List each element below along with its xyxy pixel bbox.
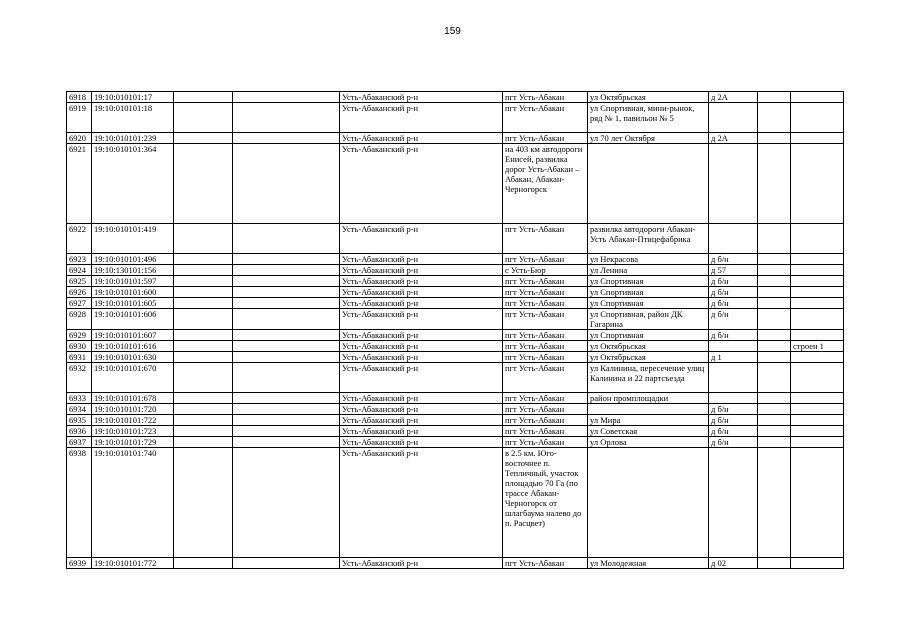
settlement-cell: пгт Усть-Абакан: [503, 309, 588, 330]
building-cell: [791, 330, 844, 341]
building-cell: [791, 265, 844, 276]
blank-cell: [233, 103, 340, 133]
building-cell: [791, 393, 844, 404]
building-cell: [791, 92, 844, 103]
blank-cell: [758, 415, 791, 426]
blank-cell: [233, 437, 340, 448]
record-number-cell: 6935: [67, 415, 92, 426]
settlement-cell: пгт Усть-Абакан: [503, 437, 588, 448]
record-number-cell: 6923: [67, 254, 92, 265]
district-cell: Усть-Абаканский р-н: [340, 133, 503, 144]
blank-cell: [174, 144, 233, 224]
table-row: [67, 404, 844, 415]
blank-cell: [233, 393, 340, 404]
building-cell: [791, 276, 844, 287]
table-row: [67, 265, 844, 276]
street-cell: ул Октябрьская: [588, 341, 709, 352]
house-cell: [709, 363, 758, 393]
table-row: [67, 287, 844, 298]
cadastral-number-cell: 19:10:010101:720: [92, 404, 174, 415]
table-row: [67, 415, 844, 426]
cadastral-number-cell: 19:10:010101:740: [92, 448, 174, 558]
blank-cell: [758, 144, 791, 224]
table-row: [67, 144, 844, 224]
cadastral-number-cell: 19:10:010101:605: [92, 298, 174, 309]
settlement-cell: пгт Усть-Абакан: [503, 330, 588, 341]
blank-cell: [174, 224, 233, 254]
settlement-cell: с Усть-Бюр: [503, 265, 588, 276]
settlement-cell: пгт Усть-Абакан: [503, 224, 588, 254]
blank-cell: [233, 558, 340, 569]
record-number-cell: 6926: [67, 287, 92, 298]
house-cell: [709, 103, 758, 133]
record-number-cell: 6925: [67, 276, 92, 287]
district-cell: Усть-Абаканский р-н: [340, 363, 503, 393]
blank-cell: [758, 393, 791, 404]
district-cell: Усть-Абаканский р-н: [340, 298, 503, 309]
record-number-cell: 6933: [67, 393, 92, 404]
record-number-cell: 6939: [67, 558, 92, 569]
street-cell: ул Некрасова: [588, 254, 709, 265]
building-cell: [791, 133, 844, 144]
table-row: [67, 133, 844, 144]
street-cell: ул Октябрьская: [588, 92, 709, 103]
cadastral-number-cell: 19:10:010101:597: [92, 276, 174, 287]
blank-cell: [174, 437, 233, 448]
settlement-cell: пгт Усть-Абакан: [503, 404, 588, 415]
house-cell: д б/н: [709, 330, 758, 341]
street-cell: ул Спортивная, район ДК Гагарина: [588, 309, 709, 330]
settlement-cell: пгт Усть-Абакан: [503, 352, 588, 363]
house-cell: д б/н: [709, 437, 758, 448]
blank-cell: [174, 448, 233, 558]
street-cell: район промплощадки: [588, 393, 709, 404]
blank-cell: [758, 363, 791, 393]
street-cell: ул Спортивная: [588, 276, 709, 287]
street-cell: [588, 448, 709, 558]
building-cell: [791, 298, 844, 309]
blank-cell: [174, 415, 233, 426]
district-cell: Усть-Абаканский р-н: [340, 404, 503, 415]
building-cell: [791, 224, 844, 254]
house-cell: д б/н: [709, 415, 758, 426]
house-cell: [709, 448, 758, 558]
building-cell: [791, 415, 844, 426]
cadastral-number-cell: 19:10:130101:156: [92, 265, 174, 276]
street-cell: ул Спортивная: [588, 330, 709, 341]
cadastral-number-cell: 19:10:010101:239: [92, 133, 174, 144]
blank-cell: [233, 448, 340, 558]
blank-cell: [174, 133, 233, 144]
building-cell: [791, 309, 844, 330]
blank-cell: [758, 558, 791, 569]
blank-cell: [174, 265, 233, 276]
blank-cell: [174, 352, 233, 363]
cadastral-number-cell: 19:10:010101:419: [92, 224, 174, 254]
street-cell: ул Октябрьская: [588, 352, 709, 363]
record-number-cell: 6937: [67, 437, 92, 448]
blank-cell: [233, 404, 340, 415]
blank-cell: [233, 224, 340, 254]
table-row: [67, 558, 844, 569]
street-cell: ул 70 лет Октября: [588, 133, 709, 144]
building-cell: [791, 144, 844, 224]
district-cell: Усть-Абаканский р-н: [340, 254, 503, 265]
street-cell: ул Орлова: [588, 437, 709, 448]
record-number-cell: 6927: [67, 298, 92, 309]
blank-cell: [758, 437, 791, 448]
house-cell: д 02: [709, 558, 758, 569]
house-cell: [709, 393, 758, 404]
cadastral-number-cell: 19:10:010101:729: [92, 437, 174, 448]
table-row: [67, 352, 844, 363]
record-number-cell: 6928: [67, 309, 92, 330]
building-cell: [791, 352, 844, 363]
building-cell: [791, 558, 844, 569]
blank-cell: [174, 276, 233, 287]
cadastral-number-cell: 19:10:010101:772: [92, 558, 174, 569]
blank-cell: [174, 103, 233, 133]
district-cell: Усть-Абаканский р-н: [340, 393, 503, 404]
settlement-cell: пгт Усть-Абакан: [503, 133, 588, 144]
page-number: 159: [444, 26, 461, 37]
blank-cell: [758, 133, 791, 144]
house-cell: д б/н: [709, 426, 758, 437]
cadastral-number-cell: 19:10:010101:723: [92, 426, 174, 437]
district-cell: Усть-Абаканский р-н: [340, 92, 503, 103]
table-row: [67, 448, 844, 558]
house-cell: д 2А: [709, 133, 758, 144]
building-cell: [791, 448, 844, 558]
table-row: [67, 276, 844, 287]
blank-cell: [233, 92, 340, 103]
blank-cell: [233, 341, 340, 352]
settlement-cell: на 403 км автодороги Енисей, развилка дорог Усть-Абакан – Абакан, Абакан-Черногорск: [503, 144, 588, 224]
street-cell: [588, 144, 709, 224]
settlement-cell: пгт Усть-Абакан: [503, 254, 588, 265]
record-number-cell: 6929: [67, 330, 92, 341]
settlement-cell: пгт Усть-Абакан: [503, 558, 588, 569]
settlement-cell: пгт Усть-Абакан: [503, 276, 588, 287]
settlement-cell: пгт Усть-Абакан: [503, 103, 588, 133]
table-row: [67, 393, 844, 404]
blank-cell: [758, 103, 791, 133]
blank-cell: [233, 309, 340, 330]
cadastral-number-cell: 19:10:010101:722: [92, 415, 174, 426]
blank-cell: [758, 309, 791, 330]
cadastral-number-cell: 19:10:010101:616: [92, 341, 174, 352]
house-cell: д б/н: [709, 287, 758, 298]
blank-cell: [174, 298, 233, 309]
house-cell: д б/н: [709, 254, 758, 265]
cadastral-number-cell: 19:10:010101:600: [92, 287, 174, 298]
blank-cell: [174, 558, 233, 569]
record-number-cell: 6924: [67, 265, 92, 276]
house-cell: д б/н: [709, 276, 758, 287]
house-cell: д б/н: [709, 404, 758, 415]
district-cell: Усть-Абаканский р-н: [340, 448, 503, 558]
table-row: [67, 224, 844, 254]
building-cell: [791, 426, 844, 437]
street-cell: ул Молодежная: [588, 558, 709, 569]
house-cell: д 57: [709, 265, 758, 276]
record-number-cell: 6936: [67, 426, 92, 437]
blank-cell: [174, 363, 233, 393]
street-cell: ул Ленина: [588, 265, 709, 276]
blank-cell: [174, 404, 233, 415]
table-row: [67, 309, 844, 330]
table-row: [67, 341, 844, 352]
street-cell: ул Мира: [588, 415, 709, 426]
table-row: [67, 330, 844, 341]
record-number-cell: 6932: [67, 363, 92, 393]
street-cell: ул Спортивная: [588, 287, 709, 298]
house-cell: д 1: [709, 352, 758, 363]
table-row: [67, 437, 844, 448]
building-cell: [791, 287, 844, 298]
blank-cell: [758, 254, 791, 265]
settlement-cell: пгт Усть-Абакан: [503, 298, 588, 309]
district-cell: Усть-Абаканский р-н: [340, 287, 503, 298]
record-number-cell: 6930: [67, 341, 92, 352]
blank-cell: [174, 254, 233, 265]
record-number-cell: 6922: [67, 224, 92, 254]
table-row: [67, 92, 844, 103]
table-row: [67, 298, 844, 309]
blank-cell: [233, 276, 340, 287]
record-number-cell: 6920: [67, 133, 92, 144]
settlement-cell: пгт Усть-Абакан: [503, 92, 588, 103]
blank-cell: [758, 276, 791, 287]
blank-cell: [174, 393, 233, 404]
blank-cell: [758, 298, 791, 309]
record-number-cell: 6938: [67, 448, 92, 558]
cadastral-number-cell: 19:10:010101:607: [92, 330, 174, 341]
district-cell: Усть-Абаканский р-н: [340, 341, 503, 352]
blank-cell: [174, 330, 233, 341]
blank-cell: [758, 426, 791, 437]
blank-cell: [233, 363, 340, 393]
cadastral-number-cell: 19:10:010101:606: [92, 309, 174, 330]
house-cell: [709, 144, 758, 224]
blank-cell: [233, 144, 340, 224]
district-cell: Усть-Абаканский р-н: [340, 309, 503, 330]
settlement-cell: пгт Усть-Абакан: [503, 341, 588, 352]
table-row: [67, 426, 844, 437]
cadastral-number-cell: 19:10:010101:670: [92, 363, 174, 393]
settlement-cell: пгт Усть-Абакан: [503, 426, 588, 437]
blank-cell: [174, 309, 233, 330]
record-number-cell: 6918: [67, 92, 92, 103]
street-cell: ул Спортивная, мини-рынок, ряд № 1, павильон № 5: [588, 103, 709, 133]
building-cell: [791, 103, 844, 133]
street-cell: развилка автодороги Абакан-Усть Абакан-Птицефабрика: [588, 224, 709, 254]
district-cell: Усть-Абаканский р-н: [340, 426, 503, 437]
street-cell: ул Спортивная: [588, 298, 709, 309]
settlement-cell: пгт Усть-Абакан: [503, 415, 588, 426]
cadastral-number-cell: 19:10:010101:17: [92, 92, 174, 103]
blank-cell: [233, 287, 340, 298]
blank-cell: [233, 426, 340, 437]
blank-cell: [233, 415, 340, 426]
district-cell: Усть-Абаканский р-н: [340, 144, 503, 224]
cadastral-number-cell: 19:10:010101:364: [92, 144, 174, 224]
blank-cell: [758, 448, 791, 558]
blank-cell: [233, 352, 340, 363]
district-cell: Усть-Абаканский р-н: [340, 415, 503, 426]
cadastral-number-cell: 19:10:010101:678: [92, 393, 174, 404]
blank-cell: [758, 352, 791, 363]
blank-cell: [233, 254, 340, 265]
house-cell: [709, 341, 758, 352]
building-cell: [791, 363, 844, 393]
registry-table: [66, 91, 844, 569]
blank-cell: [233, 298, 340, 309]
cadastral-number-cell: 19:10:010101:18: [92, 103, 174, 133]
blank-cell: [758, 404, 791, 415]
blank-cell: [174, 341, 233, 352]
table-row: [67, 254, 844, 265]
building-cell: [791, 437, 844, 448]
district-cell: Усть-Абаканский р-н: [340, 558, 503, 569]
district-cell: Усть-Абаканский р-н: [340, 265, 503, 276]
blank-cell: [174, 287, 233, 298]
district-cell: Усть-Абаканский р-н: [340, 437, 503, 448]
district-cell: Усть-Абаканский р-н: [340, 103, 503, 133]
settlement-cell: пгт Усть-Абакан: [503, 363, 588, 393]
blank-cell: [174, 426, 233, 437]
blank-cell: [174, 92, 233, 103]
blank-cell: [758, 224, 791, 254]
record-number-cell: 6921: [67, 144, 92, 224]
record-number-cell: 6931: [67, 352, 92, 363]
blank-cell: [758, 330, 791, 341]
settlement-cell: пгт Усть-Абакан: [503, 393, 588, 404]
table-row: [67, 103, 844, 133]
blank-cell: [758, 265, 791, 276]
building-cell: [791, 254, 844, 265]
blank-cell: [233, 265, 340, 276]
district-cell: Усть-Абаканский р-н: [340, 276, 503, 287]
street-cell: ул Калинина, пересечение улиц Калинина и 22 партсъезда: [588, 363, 709, 393]
settlement-cell: в 2.5 км. Юго-восточнее п. Тепличный, участок площадью 70 Га (по трассе Абакан-Черногорск от шлагбаума налево до п. Расцвет): [503, 448, 588, 558]
house-cell: д 2А: [709, 92, 758, 103]
district-cell: Усть-Абаканский р-н: [340, 352, 503, 363]
street-cell: [588, 404, 709, 415]
record-number-cell: 6934: [67, 404, 92, 415]
table-row: [67, 363, 844, 393]
blank-cell: [758, 287, 791, 298]
district-cell: Усть-Абаканский р-н: [340, 330, 503, 341]
house-cell: д б/н: [709, 309, 758, 330]
record-number-cell: 6919: [67, 103, 92, 133]
cadastral-number-cell: 19:10:010101:630: [92, 352, 174, 363]
building-cell: строен 1: [791, 341, 844, 352]
house-cell: д б/н: [709, 298, 758, 309]
blank-cell: [758, 341, 791, 352]
cadastral-number-cell: 19:10:010101:496: [92, 254, 174, 265]
building-cell: [791, 404, 844, 415]
settlement-cell: пгт Усть-Абакан: [503, 287, 588, 298]
street-cell: ул Советская: [588, 426, 709, 437]
house-cell: [709, 224, 758, 254]
blank-cell: [233, 133, 340, 144]
blank-cell: [758, 92, 791, 103]
district-cell: Усть-Абаканский р-н: [340, 224, 503, 254]
blank-cell: [233, 330, 340, 341]
